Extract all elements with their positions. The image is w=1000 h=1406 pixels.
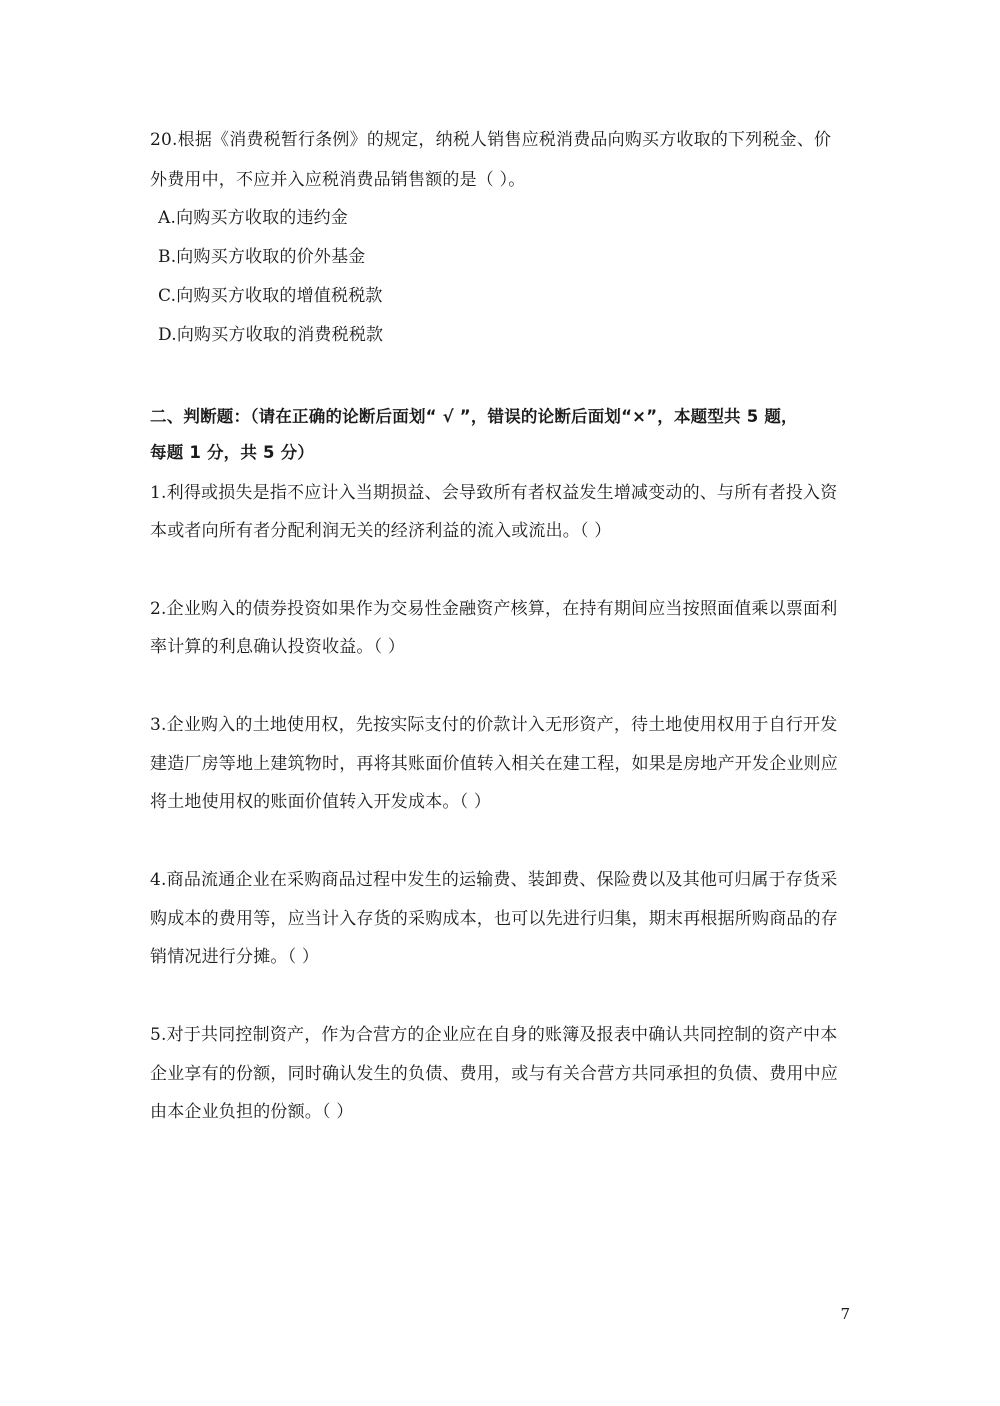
judgment-3-line-1: 3.企业购入的土地使用权，先按实际支付的价款计入无形资产，待土地使用权用于自行开发	[150, 715, 838, 735]
section-2-heading-line-1: 二、判断题：（请在正确的论断后面划“ √ ”，错误的论断后面划“×”，本题型共 5 题，	[150, 407, 798, 426]
judgment-5-line-1: 5.对于共同控制资产，作为合营方的企业应在自身的账簿及报表中确认共同控制的资产中本	[150, 1025, 838, 1045]
judgment-3-line-3: 将土地使用权的账面价值转入开发成本。（ ）	[150, 792, 492, 812]
judgment-1-line-2: 本或者向所有者分配利润无关的经济利益的流入或流出。（ ）	[150, 521, 612, 541]
question-20-line-1: 20.根据《消费税暂行条例》的规定，纳税人销售应税消费品向购买方收取的下列税金、价	[150, 130, 832, 150]
judgment-5-line-2: 企业享有的份额，同时确认发生的负债、费用，或与有关合营方共同承担的负债、费用中应	[150, 1064, 838, 1084]
question-20-option-d: D.向购买方收取的消费税税款	[158, 325, 384, 345]
question-20-option-a: A.向购买方收取的违约金	[158, 208, 349, 228]
question-20-option-c: C.向购买方收取的增值税税款	[158, 286, 383, 306]
question-20-line-2: 外费用中，不应并入应税消费品销售额的是（ ）。	[150, 170, 526, 190]
judgment-4-line-1: 4.商品流通企业在采购商品过程中发生的运输费、装卸费、保险费以及其他可归属于存货采	[150, 870, 838, 890]
judgment-2-line-1: 2.企业购入的债券投资如果作为交易性金融资产核算，在持有期间应当按照面值乘以票面利	[150, 599, 838, 619]
judgment-1-line-1: 1.利得或损失是指不应计入当期损益、会导致所有者权益发生增减变动的、与所有者投入资	[150, 483, 838, 503]
question-20-option-b: B.向购买方收取的价外基金	[158, 247, 366, 267]
judgment-4-line-3: 销情况进行分摊。（ ）	[150, 947, 320, 967]
section-2-heading-line-2: 每题 1 分，共 5 分）	[150, 443, 315, 462]
page-number: 7	[840, 1305, 850, 1323]
judgment-5-line-3: 由本企业负担的份额。（ ）	[150, 1102, 354, 1122]
judgment-3-line-2: 建造厂房等地上建筑物时，再将其账面价值转入相关在建工程，如果是房地产开发企业则应	[150, 754, 838, 774]
judgment-4-line-2: 购成本的费用等，应当计入存货的采购成本，也可以先进行归集，期末再根据所购商品的存	[150, 909, 838, 929]
judgment-2-line-2: 率计算的利息确认投资收益。（ ）	[150, 637, 406, 657]
